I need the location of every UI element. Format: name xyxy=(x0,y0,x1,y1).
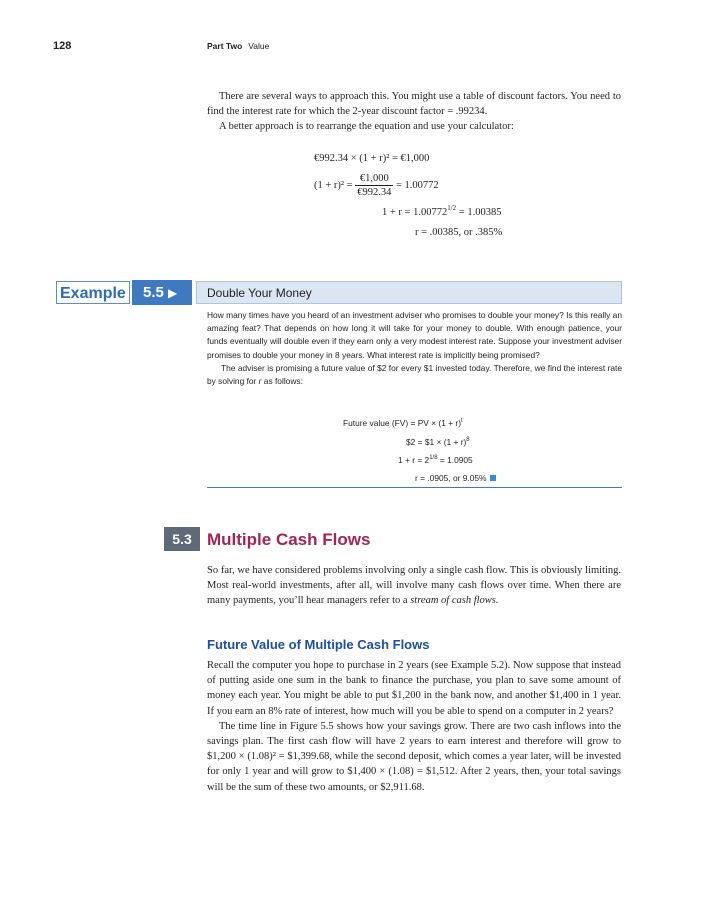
example-paragraph-2: The adviser is promising a future value of $2 for every $1 invested today. Therefore, we find the interest rate by solving for r as follows: xyxy=(207,362,622,387)
example-equation-2-exponent: 8 xyxy=(466,437,470,443)
equation-3-lhs: 1 + r = 1.00772 xyxy=(382,207,448,218)
subsection-title: Future Value of Multiple Cash Flows xyxy=(207,637,430,652)
equation-4: r = .00385, or .385% xyxy=(415,227,503,238)
fraction-numerator: €1,000 xyxy=(355,172,393,186)
example-equation-2 xyxy=(406,437,470,447)
example-equation-1-text: Future value (FV) = PV × (1 + r) xyxy=(343,418,461,428)
example-equation-4-text: r = .0905, or 9.05% xyxy=(415,473,487,483)
example-equation-3-rhs: = 1.0905 xyxy=(439,455,473,465)
example-bottom-rule xyxy=(207,487,622,488)
example-equation-3 xyxy=(398,455,473,465)
intro-paragraph-1: There are several ways to approach this. You might use a table of discount factors. You need to find the interest rate for which the 2-year discount factor = .99234. xyxy=(207,91,621,118)
section-paragraph-1-italic: stream of cash flows. xyxy=(410,595,499,607)
equation-2 xyxy=(314,172,439,199)
end-of-example-marker xyxy=(490,475,496,481)
equation-3-exponent: 1/2 xyxy=(447,204,457,212)
page-number: 128 xyxy=(53,40,72,52)
example-number: 5.5 xyxy=(143,284,164,301)
equation-1: €992.34 × (1 + r)² = €1,000 xyxy=(314,153,430,164)
example-equation-3-exponent: 1/8 xyxy=(429,455,438,461)
example-equation-1 xyxy=(343,418,463,428)
part-label: Part Two xyxy=(207,41,243,51)
example-body xyxy=(207,309,622,388)
intro-paragraph-2: A better approach is to rearrange the equation and use your calculator: xyxy=(219,121,514,133)
section-body xyxy=(207,563,621,609)
equation-2-lhs: (1 + r)² = xyxy=(314,179,353,191)
equation-3 xyxy=(382,204,502,218)
arrow-right-icon: ▶ xyxy=(168,286,178,300)
running-head xyxy=(207,41,269,51)
example-equation-3-lhs: 1 + r = 2 xyxy=(398,455,430,465)
subsection-body xyxy=(207,658,621,795)
example-equation-2-text: $2 = $1 × (1 + r) xyxy=(406,437,467,447)
section-paragraph-1-text: So far, we have considered problems involving only a single cash flow. This is obviously limiting. Most real-world investments, after all, will involve many cash flows over time. When there are many payments, you’ll hear managers refer to a xyxy=(207,565,621,607)
section-number-badge: 5.3 xyxy=(164,527,200,551)
equation-2-rhs: = 1.00772 xyxy=(395,179,439,191)
example-number-badge xyxy=(132,280,192,305)
example-label: Example xyxy=(56,281,130,304)
equation-3-rhs: = 1.00385 xyxy=(458,207,502,218)
section-title: Multiple Cash Flows xyxy=(207,530,371,549)
part-title: Value xyxy=(248,41,270,51)
fraction-denominator: €992.34 xyxy=(357,187,392,198)
section-paragraph-1 xyxy=(207,563,621,609)
example-equation-4 xyxy=(415,473,496,483)
example-title: Double Your Money xyxy=(207,286,312,300)
intro-text xyxy=(207,89,621,135)
example-paragraph-1: How many times have you heard of an investment adviser who promises to double your money? Is this really an amazing feat? That depends on how long it will take for your money to double. With enough patience, your funds eventually will double even if they earn only a very modest interest rate. Suppose your investment adviser promises to double your money in 8 years. What interest rate is implicitly being promised? xyxy=(207,310,622,360)
equation-2-fraction xyxy=(355,172,393,199)
subsection-paragraph-1: Recall the computer you hope to purchase in 2 years (see Example 5.2). Now suppose that instead of putting aside one sum in the bank to finance the purchase, you plan to save some amount of money each year. You might be able to put $1,200 in the bank now, and another $1,400 in 1 year. If you earn an 8% rate of interest, how much will you be able to spend on a computer in 2 years? xyxy=(207,660,621,717)
example-equation-1-exponent: t xyxy=(461,418,463,424)
subsection-paragraph-2: The time line in Figure 5.5 shows how your savings grow. There are two cash inflows into the savings plan. The first cash flow will have 2 years to earn interest and therefore will grow to $1,200 × (1.08)² = $1,399.68, while the second deposit, which comes a year later, will be invested for only 1 year and will grow to $1,400 × (1.08) = $1,512. After 2 years, then, your total savings will be the sum of these two amounts, or $2,911.68. xyxy=(207,720,621,793)
